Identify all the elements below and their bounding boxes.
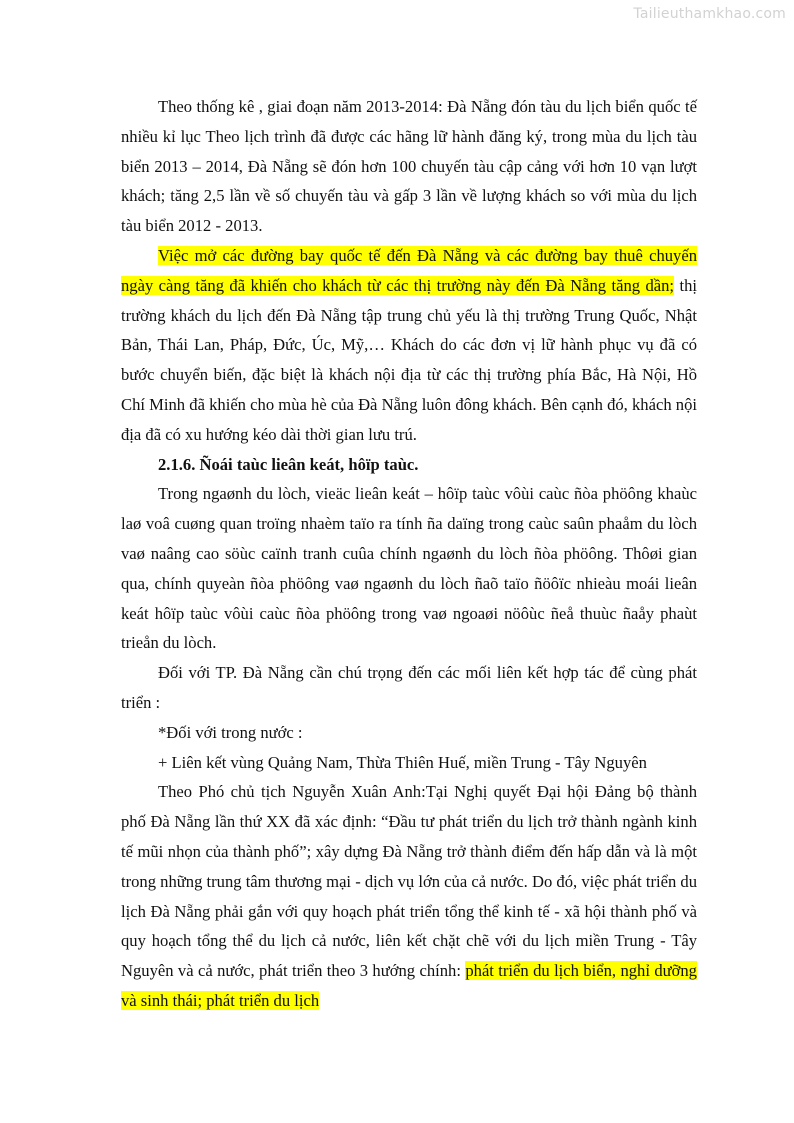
highlighted-text: phát triển du lịch biển, nghỉ dưỡng và sinh thái; phát triển du lịch (121, 961, 697, 1010)
paragraph-text: Theo Phó chủ tịch Nguyễn Xuân Anh:Tại Nghị quyết Đại hội Đảng bộ thành phố Đà Nẵng lần thứ XX đã xác định: “Đầu tư phát triển du lịch trở thành ngành kinh tế mũi nhọn của thành phố”; xây dựng Đà Nẵng trở thành điểm đến hấp dẫn và là một trong những trung tâm thương mại - dịch vụ lớn của cả nước. Do đó, việc phát triển du lịch Đà Nẵng phải gắn với quy hoạch phát triển tổng thể kinh tế - xã hội thành phố và quy hoạch tổng thể du lịch cả nước, liên kết chặt chẽ với du lịch miền Trung - Tây Nguyên và cả nước, phát triển theo 3 hướng chính: (121, 782, 697, 981)
paragraph-cooperation: Trong ngaønh du lòch, vieäc lieân keát – hôïp taùc vôùi caùc ñòa phöông khaùc laø voâ cuøng quan troïng nhaèm taïo ra tính ña daïng trong caùc saûn phaåm du lòch vaø naâng cao söùc caïnh tranh cuûa chính ngaønh du lòch ñòa phöông. Thôøi gian qua, chính quyeàn ñòa phöông vaø ngaønh du lòch ñaõ taïo ñöôïc nhieàu moái lieân keát hôïp taùc vôùi caùc ñòa phöông trong vaø ngoaøi nöôùc ñeå thuùc ñaåy phaùt trieån du lòch. (121, 484, 697, 653)
document-body (121, 92, 697, 1016)
section-heading: 2.1.6. Ñoái taùc lieân keát, hôïp taùc. (158, 454, 419, 474)
paragraph-regional-link: + Liên kết vùng Quảng Nam, Thừa Thiên Huế, miền Trung - Tây Nguyên (158, 752, 647, 772)
paragraph-danang-partners: Đối với TP. Đà Nẵng cần chú trọng đến các mối liên kết hợp tác để cùng phát triển : (121, 663, 697, 712)
paragraph-cruise-tourism: Theo thống kê , giai đoạn năm 2013-2014: Đà Nẵng đón tàu du lịch biển quốc tế nhiều kỉ lục Theo lịch trình đã được các hãng lữ hành đăng ký, trong mùa du lịch tàu biển 2013 – 2014, Đà Nẵng sẽ đón hơn 100 chuyến tàu cập cảng với hơn 10 vạn lượt khách; tăng 2,5 lần về số chuyến tàu và gấp 3 lần về lượng khách so với mùa du lịch tàu biển 2012 - 2013. (121, 97, 697, 236)
paragraph-domestic: *Đối với trong nước : (158, 722, 303, 742)
highlighted-text: Việc mở các đường bay quốc tế đến Đà Nẵng và các đường bay thuê chuyến ngày càng tăng đã khiến cho khách từ các thị trường này đến Đà Nẵng tăng dần; (121, 245, 697, 295)
paragraph-vice-chairman (121, 777, 697, 1015)
paragraph-flight-routes (121, 241, 697, 450)
paragraph-text: thị trường khách du lịch đến Đà Nẵng tập trung chủ yếu là thị trường Trung Quốc, Nhật Bản, Thái Lan, Pháp, Đức, Úc, Mỹ,… Khách do các đơn vị lữ hành phục vụ đã có bước chuyển biến, đặc biệt là khách nội địa từ các thị trường phía Bắc, Hà Nội, Hồ Chí Minh đã khiến cho mùa hè của Đà Nẵng luôn đông khách. Bên cạnh đó, khách nội địa đã có xu hướng kéo dài thời gian lưu trú. (121, 275, 697, 444)
watermark: Tailieuthamkhao.com (633, 6, 786, 22)
